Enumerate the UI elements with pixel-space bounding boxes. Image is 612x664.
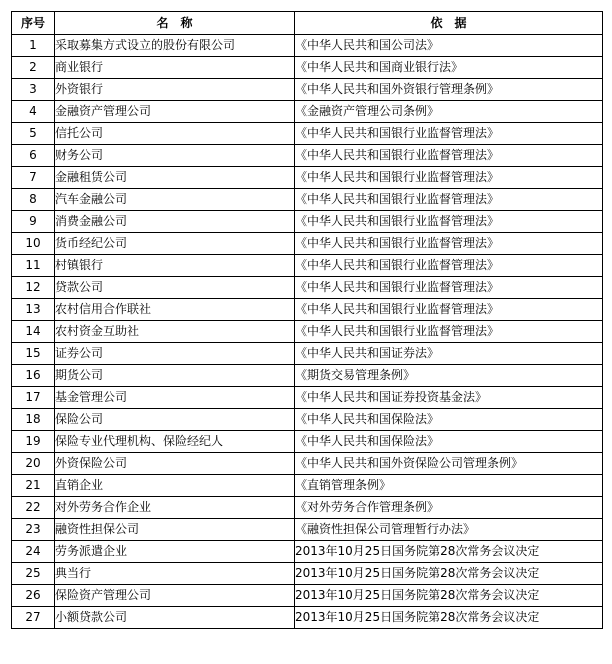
row-basis-cell: 《中华人民共和国银行业监督管理法》 [295,145,603,167]
row-name-cell: 货币经纪公司 [55,233,295,255]
row-basis-cell: 《中华人民共和国银行业监督管理法》 [295,189,603,211]
row-basis-cell: 《中华人民共和国保险法》 [295,409,603,431]
row-name-cell: 证券公司 [55,343,295,365]
row-number-cell: 17 [12,387,55,409]
row-basis-cell: 2013年10月25日国务院第28次常务会议决定 [295,607,603,629]
table-row [12,475,603,497]
table-row [12,277,603,299]
row-name-cell: 金融租赁公司 [55,167,295,189]
row-name-cell: 汽车金融公司 [55,189,295,211]
table-row [12,57,603,79]
registration-basis-table [11,11,603,629]
row-number-cell: 22 [12,497,55,519]
row-number-cell: 25 [12,563,55,585]
header-no: 序号 [12,12,55,35]
row-number-cell: 23 [12,519,55,541]
row-name-cell: 保险资产管理公司 [55,585,295,607]
row-number-cell: 7 [12,167,55,189]
row-number-cell: 16 [12,365,55,387]
row-name-cell: 外资保险公司 [55,453,295,475]
table-row [12,255,603,277]
row-basis-cell: 《期货交易管理条例》 [295,365,603,387]
row-name-cell: 采取募集方式设立的股份有限公司 [55,35,295,57]
table-header [12,12,603,35]
row-number-cell: 13 [12,299,55,321]
row-number-cell: 11 [12,255,55,277]
table-row [12,145,603,167]
table-row [12,211,603,233]
table-row [12,189,603,211]
table-row [12,431,603,453]
table-row [12,585,603,607]
row-basis-cell: 《中华人民共和国银行业监督管理法》 [295,167,603,189]
table-row [12,343,603,365]
table-row [12,563,603,585]
table-row [12,233,603,255]
row-number-cell: 1 [12,35,55,57]
row-basis-cell: 2013年10月25日国务院第28次常务会议决定 [295,563,603,585]
row-number-cell: 21 [12,475,55,497]
row-basis-cell: 《中华人民共和国商业银行法》 [295,57,603,79]
table-row [12,497,603,519]
row-basis-cell: 《中华人民共和国银行业监督管理法》 [295,233,603,255]
table-row [12,321,603,343]
row-basis-cell: 《中华人民共和国银行业监督管理法》 [295,123,603,145]
row-number-cell: 3 [12,79,55,101]
table-row [12,453,603,475]
row-basis-cell: 《直销管理条例》 [295,475,603,497]
row-basis-cell: 《中华人民共和国银行业监督管理法》 [295,211,603,233]
row-name-cell: 外资银行 [55,79,295,101]
row-number-cell: 14 [12,321,55,343]
table-row [12,35,603,57]
row-name-cell: 融资性担保公司 [55,519,295,541]
row-number-cell: 19 [12,431,55,453]
row-basis-cell: 《中华人民共和国保险法》 [295,431,603,453]
row-basis-cell: 《对外劳务合作管理条例》 [295,497,603,519]
row-basis-cell: 《中华人民共和国银行业监督管理法》 [295,299,603,321]
row-basis-cell: 《中华人民共和国银行业监督管理法》 [295,321,603,343]
table-row [12,299,603,321]
row-name-cell: 期货公司 [55,365,295,387]
row-name-cell: 财务公司 [55,145,295,167]
row-name-cell: 金融资产管理公司 [55,101,295,123]
row-name-cell: 劳务派遣企业 [55,541,295,563]
row-basis-cell: 《融资性担保公司管理暂行办法》 [295,519,603,541]
row-number-cell: 4 [12,101,55,123]
row-number-cell: 26 [12,585,55,607]
row-number-cell: 2 [12,57,55,79]
table-row [12,409,603,431]
row-name-cell: 村镇银行 [55,255,295,277]
row-name-cell: 农村信用合作联社 [55,299,295,321]
header-basis: 依 据 [295,12,603,35]
row-name-cell: 贷款公司 [55,277,295,299]
row-name-cell: 商业银行 [55,57,295,79]
row-name-cell: 典当行 [55,563,295,585]
row-number-cell: 8 [12,189,55,211]
row-number-cell: 9 [12,211,55,233]
row-basis-cell: 2013年10月25日国务院第28次常务会议决定 [295,541,603,563]
row-number-cell: 20 [12,453,55,475]
table-row [12,607,603,629]
table-row [12,519,603,541]
table-row [12,167,603,189]
table-body [12,35,603,629]
table-row [12,101,603,123]
row-name-cell: 农村资金互助社 [55,321,295,343]
row-basis-cell: 《中华人民共和国证券法》 [295,343,603,365]
row-name-cell: 保险专业代理机构、保险经纪人 [55,431,295,453]
table-row [12,365,603,387]
header-row [12,12,603,35]
table-row [12,123,603,145]
row-name-cell: 对外劳务合作企业 [55,497,295,519]
row-basis-cell: 2013年10月25日国务院第28次常务会议决定 [295,585,603,607]
row-number-cell: 10 [12,233,55,255]
row-number-cell: 24 [12,541,55,563]
row-basis-cell: 《中华人民共和国证券投资基金法》 [295,387,603,409]
row-number-cell: 27 [12,607,55,629]
row-number-cell: 6 [12,145,55,167]
row-number-cell: 5 [12,123,55,145]
row-basis-cell: 《中华人民共和国外资保险公司管理条例》 [295,453,603,475]
row-name-cell: 保险公司 [55,409,295,431]
row-number-cell: 18 [12,409,55,431]
table-row [12,387,603,409]
row-name-cell: 信托公司 [55,123,295,145]
row-basis-cell: 《中华人民共和国外资银行管理条例》 [295,79,603,101]
row-basis-cell: 《中华人民共和国银行业监督管理法》 [295,277,603,299]
row-basis-cell: 《中华人民共和国银行业监督管理法》 [295,255,603,277]
row-basis-cell: 《金融资产管理公司条例》 [295,101,603,123]
row-basis-cell: 《中华人民共和国公司法》 [295,35,603,57]
header-name: 名 称 [55,12,295,35]
row-name-cell: 小额贷款公司 [55,607,295,629]
row-name-cell: 直销企业 [55,475,295,497]
table-row [12,79,603,101]
row-name-cell: 消费金融公司 [55,211,295,233]
table-row [12,541,603,563]
row-name-cell: 基金管理公司 [55,387,295,409]
row-number-cell: 15 [12,343,55,365]
row-number-cell: 12 [12,277,55,299]
